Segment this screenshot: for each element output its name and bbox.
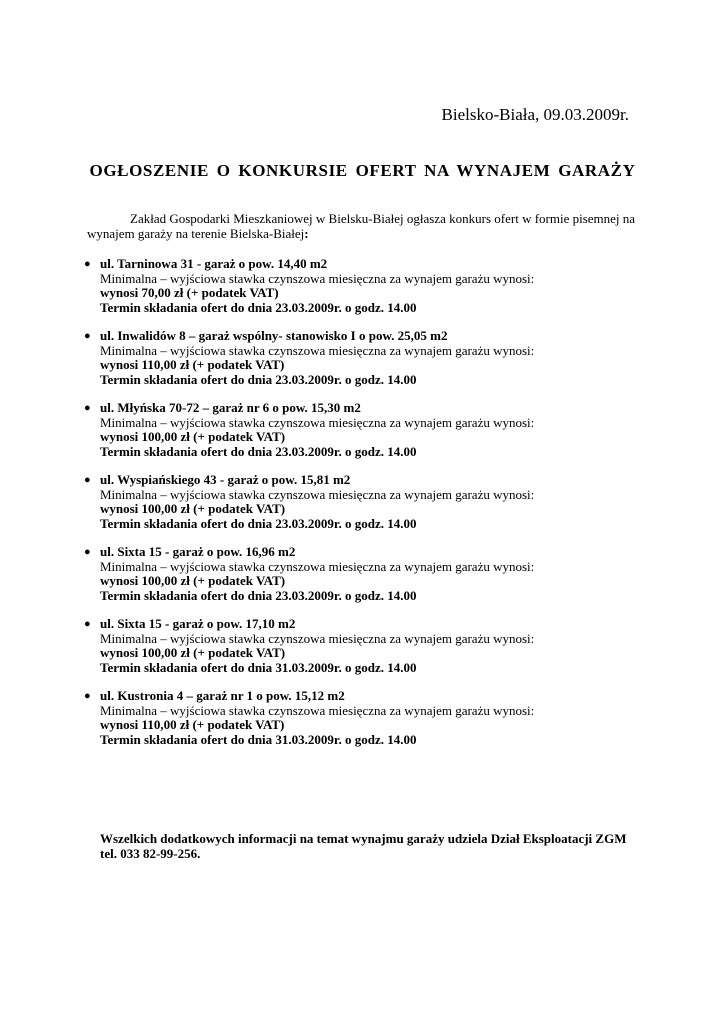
bullet-icon: ● (84, 690, 91, 702)
offer-deadline: Termin składania ofert do dnia 31.03.2009r. o godz. 14.00 (100, 731, 417, 747)
offer-rate-text: Minimalna – wyjściowa stawka czynszowa miesięczna za wynajem garażu wynosi: (100, 414, 535, 430)
list-item (84, 617, 644, 689)
offer-rate-text: Minimalna – wyjściowa stawka czynszowa miesięczna za wynajem garażu wynosi: (100, 270, 535, 286)
offer-amount: wynosi 100,00 zł (+ podatek VAT) (100, 501, 286, 517)
intro-line-2-colon: : (304, 226, 309, 241)
document-title: OGŁOSZENIE O KONKURSIE OFERT NA WYNAJEM GARAŻY (89, 161, 636, 180)
intro-line-1: Zakład Gospodarki Mieszkaniowej w Bielsku-Białej ogłasza konkurs ofert w formie pisemnej na (130, 211, 636, 226)
list-item (84, 401, 644, 473)
date-line: Bielsko-Biała, 09.03.2009r. (441, 105, 629, 124)
list-item (84, 545, 644, 617)
offer-deadline: Termin składania ofert do dnia 23.03.2009r. o godz. 14.00 (100, 443, 417, 459)
intro-line-2 (87, 226, 647, 241)
offer-rate-text: Minimalna – wyjściowa stawka czynszowa miesięczna za wynajem garażu wynosi: (100, 702, 535, 718)
bullet-icon: ● (84, 474, 91, 486)
intro-line-2-text: wynajem garaży na terenie Bielska-Białej (87, 226, 305, 241)
list-item (84, 257, 644, 329)
offer-amount: wynosi 110,00 zł (+ podatek VAT) (100, 357, 285, 373)
offer-deadline: Termin składania ofert do dnia 23.03.2009r. o godz. 14.00 (100, 299, 417, 315)
footer-line-1: Wszelkich dodatkowych informacji na temat wynajmu garaży udziela Dział Eksploatacji ZGM (100, 831, 627, 846)
offer-rate-text: Minimalna – wyjściowa stawka czynszowa miesięczna za wynajem garażu wynosi: (100, 558, 535, 574)
offer-deadline: Termin składania ofert do dnia 23.03.2009r. o godz. 14.00 (100, 515, 417, 531)
offer-heading: ul. Sixta 15 - garaż o pow. 17,10 m2 (100, 616, 296, 631)
offer-deadline: Termin składania ofert do dnia 23.03.2009r. o godz. 14.00 (100, 587, 417, 603)
offer-heading: ul. Tarninowa 31 - garaż o pow. 14,40 m2 (100, 256, 328, 271)
intro-paragraph (87, 211, 647, 241)
offer-heading: ul. Wyspiańskiego 43 - garaż o pow. 15,81 m2 (100, 472, 351, 487)
footer-contact (100, 832, 626, 861)
footer-line-2: tel. 033 82-99-256. (100, 845, 201, 861)
offer-heading: ul. Młyńska 70-72 – garaż nr 6 o pow. 15,30 m2 (100, 400, 361, 415)
offer-rate-text: Minimalna – wyjściowa stawka czynszowa miesięczna za wynajem garażu wynosi: (100, 486, 535, 502)
offer-rate-text: Minimalna – wyjściowa stawka czynszowa miesięczna za wynajem garażu wynosi: (100, 630, 535, 646)
offer-amount: wynosi 100,00 zł (+ podatek VAT) (100, 573, 286, 589)
offer-heading: ul. Sixta 15 - garaż o pow. 16,96 m2 (100, 544, 296, 559)
offer-amount: wynosi 100,00 zł (+ podatek VAT) (100, 645, 286, 661)
offer-amount: wynosi 70,00 zł (+ podatek VAT) (100, 285, 279, 301)
bullet-icon: ● (84, 618, 91, 630)
bullet-icon: ● (84, 330, 91, 342)
offer-heading: ul. Inwalidów 8 – garaż wspólny- stanowisko I o pow. 25,05 m2 (100, 328, 448, 343)
bullet-icon: ● (84, 402, 91, 414)
offer-rate-text: Minimalna – wyjściowa stawka czynszowa miesięczna za wynajem garażu wynosi: (100, 342, 535, 358)
list-item (84, 473, 644, 545)
offer-amount: wynosi 110,00 zł (+ podatek VAT) (100, 717, 285, 733)
bullet-icon: ● (84, 258, 91, 270)
list-item (84, 689, 644, 761)
offer-amount: wynosi 100,00 zł (+ podatek VAT) (100, 429, 286, 445)
bullet-icon: ● (84, 546, 91, 558)
offer-heading: ul. Kustronia 4 – garaż nr 1 o pow. 15,12 m2 (100, 688, 345, 703)
offer-deadline: Termin składania ofert do dnia 31.03.2009r. o godz. 14.00 (100, 659, 417, 675)
offer-deadline: Termin składania ofert do dnia 23.03.2009r. o godz. 14.00 (100, 371, 417, 387)
list-item (84, 329, 644, 401)
offer-list (84, 257, 644, 761)
